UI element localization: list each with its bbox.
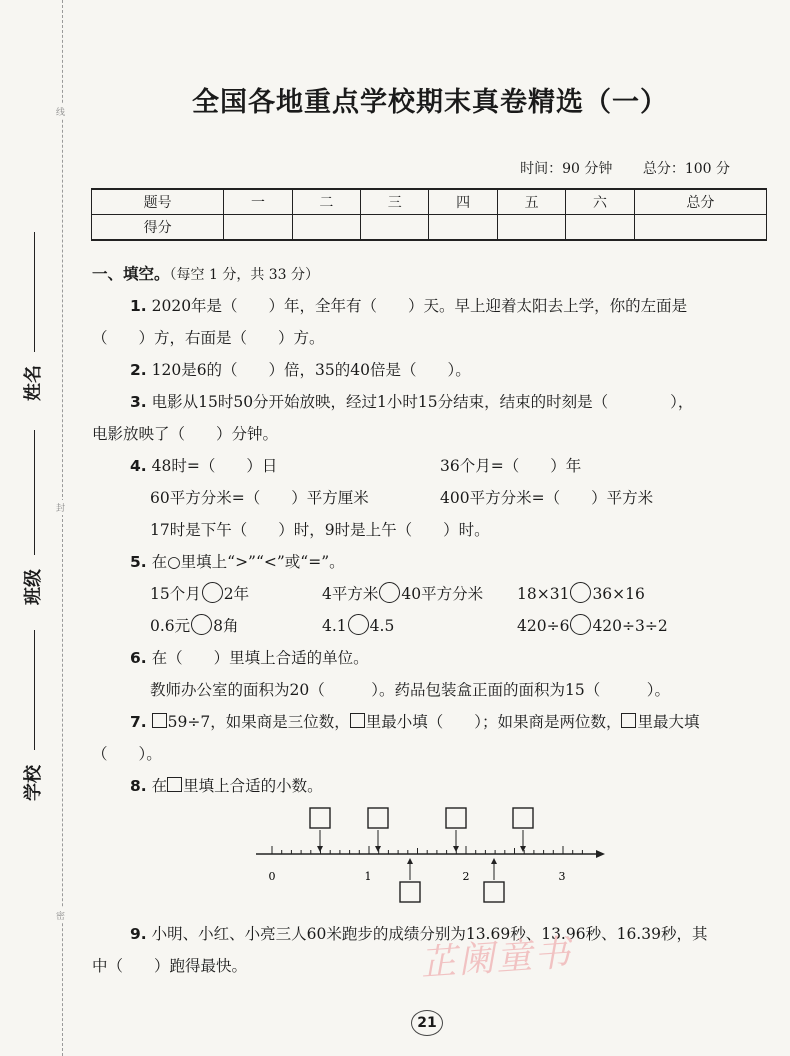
q1-text: 2020年是（ ）年，全年有（ ）天。早上迎着太阳去上学，你的左面是 <box>146 297 688 315</box>
watermark-stamp: 芷阑童书 <box>418 932 574 985</box>
answer-box[interactable] <box>152 713 167 728</box>
q6-sub: 教师办公室的面积为20（ ）。药品包装盒正面的面积为15（ ）。 <box>150 681 670 699</box>
tick-label-3: 3 <box>558 870 566 883</box>
q-number: 8. <box>130 777 147 795</box>
binding-margin <box>0 0 70 1056</box>
q2 <box>92 354 772 386</box>
q4-c: 60平方分米=（ ）平方厘米 <box>150 489 369 507</box>
q5-row2 <box>92 610 772 642</box>
section-title: 一、填空。 <box>92 265 170 283</box>
number-line-figure <box>250 802 610 906</box>
q-number: 7. <box>130 713 147 731</box>
exam-time: 时间：90 分钟 <box>520 161 613 177</box>
axis-arrowhead <box>596 850 605 858</box>
q6 <box>92 642 772 674</box>
compare-circle[interactable] <box>570 582 591 603</box>
compare-right: 40平方分米 <box>401 585 484 603</box>
compare-item <box>322 610 394 642</box>
q4-row2 <box>92 482 772 514</box>
compare-right: 36×16 <box>592 585 645 603</box>
compare-item <box>150 617 239 635</box>
answer-box[interactable] <box>621 713 636 728</box>
compare-left: 0.6元 <box>150 617 191 635</box>
score-row <box>92 215 767 241</box>
tick-label-2: 2 <box>462 870 470 883</box>
class-blank[interactable] <box>34 430 35 555</box>
score-cell[interactable] <box>224 215 292 241</box>
answer-box-lower-2[interactable] <box>484 882 504 902</box>
lower-arrowheads <box>407 858 497 864</box>
compare-circle[interactable] <box>379 582 400 603</box>
q-number: 1. <box>130 297 147 315</box>
answer-box-lower-1[interactable] <box>400 882 420 902</box>
question-area <box>92 258 772 802</box>
school-blank[interactable] <box>34 630 35 750</box>
compare-item <box>150 585 249 603</box>
header-cell: 五 <box>497 189 565 215</box>
compare-circle[interactable] <box>348 614 369 635</box>
score-cell[interactable] <box>292 215 360 241</box>
section-heading <box>92 258 772 290</box>
header-cell: 六 <box>566 189 634 215</box>
header-cell: 总分 <box>634 189 766 215</box>
compare-circle[interactable] <box>202 582 223 603</box>
compare-circle[interactable] <box>191 614 212 635</box>
q7-text-c: 里最大填 <box>637 713 700 731</box>
page-title: 全国各地重点学校期末真卷精选（一） <box>192 87 668 118</box>
q7-text-a: 59÷7，如果商是三位数， <box>167 713 350 731</box>
header-cell: 题号 <box>92 189 224 215</box>
school-label: 学校 <box>23 765 44 801</box>
q5-row1 <box>92 578 772 610</box>
q-number: 6. <box>130 649 147 667</box>
q3-text: 电影从15时50分开始放映，经过1小时15分结束，结束的时刻是（ ）， <box>146 393 694 411</box>
exam-meta <box>494 158 730 178</box>
q7-cont: （ ）。 <box>92 745 162 763</box>
upper-answer-boxes <box>310 808 533 828</box>
tick-label-0: 0 <box>268 870 276 883</box>
page-number: 21 <box>411 1010 443 1036</box>
compare-left: 420÷6 <box>517 617 570 635</box>
compare-item <box>322 578 483 610</box>
cut-mark-line: 线 <box>56 104 65 119</box>
answer-box-upper-4[interactable] <box>513 808 533 828</box>
q4-a: 48时=（ ）日 <box>146 457 278 475</box>
class-label: 班级 <box>23 569 44 605</box>
compare-left: 15个月 <box>150 585 201 603</box>
q-number: 2. <box>130 361 147 379</box>
q-number: 9. <box>130 925 147 943</box>
q3-cont: 电影放映了（ ）分钟。 <box>92 425 279 443</box>
compare-left: 4平方米 <box>322 585 379 603</box>
q9-text: 小明、小红、小亮三人60米跑步的成绩分别为13.69秒、13.96秒、16.39秒，其 <box>146 925 708 943</box>
q4-d: 400平方分米=（ ）平方米 <box>440 489 654 507</box>
score-table <box>91 188 767 241</box>
section-note: （每空 1 分，共 33 分） <box>169 267 320 283</box>
header-cell: 四 <box>429 189 497 215</box>
q5 <box>92 546 772 578</box>
answer-box-upper-2[interactable] <box>368 808 388 828</box>
compare-circle[interactable] <box>570 614 591 635</box>
header-cell: 三 <box>361 189 429 215</box>
q1 <box>92 290 772 322</box>
score-header-row <box>92 189 767 215</box>
q9-cont: 中（ ）跑得最快。 <box>92 957 248 975</box>
answer-box[interactable] <box>350 713 365 728</box>
cut-mark-secret: 密 <box>56 908 65 923</box>
header-cell: 一 <box>224 189 292 215</box>
arrowhead-down-2 <box>375 846 381 852</box>
score-cell[interactable] <box>361 215 429 241</box>
lower-arrows <box>410 860 494 880</box>
cut-line <box>62 0 63 1056</box>
q7-text-b: 里最小填（ ）；如果商是两位数， <box>365 713 622 731</box>
q8-text-b: 里填上合适的小数。 <box>183 777 323 795</box>
q3 <box>92 386 772 418</box>
q2-text: 120是6的（ ）倍，35的40倍是（ ）。 <box>146 361 471 379</box>
compare-right: 2年 <box>223 585 250 603</box>
header-cell: 二 <box>292 189 360 215</box>
score-cell[interactable] <box>566 215 634 241</box>
name-label: 姓名 <box>23 365 44 401</box>
compare-item <box>517 610 668 642</box>
score-row-label: 得分 <box>92 215 224 241</box>
arrowhead-up-1 <box>407 858 413 864</box>
compare-right: 420÷3÷2 <box>592 617 668 635</box>
name-blank[interactable] <box>34 232 35 352</box>
compare-right: 8角 <box>213 617 239 635</box>
q-number: 4. <box>130 457 147 475</box>
q-number: 5. <box>130 553 147 571</box>
q5-text: 在○里填上“>”“<”或“=”。 <box>146 553 345 571</box>
arrowhead-down-4 <box>520 846 526 852</box>
q7 <box>92 706 772 738</box>
compare-left: 4.1 <box>322 617 347 635</box>
cut-mark-seal: 封 <box>56 500 65 515</box>
q4-e: 17时是下午（ ）时，9时是上午（ ）时。 <box>150 521 490 539</box>
answer-box-upper-3[interactable] <box>446 808 466 828</box>
q4 <box>92 450 772 482</box>
score-cell[interactable] <box>497 215 565 241</box>
q1-cont: （ ）方，右面是（ ）方。 <box>92 329 325 347</box>
score-cell[interactable] <box>634 215 766 241</box>
exam-total: 总分：100 分 <box>642 161 730 177</box>
tick-label-1: 1 <box>364 870 372 883</box>
q4-row3 <box>92 514 772 546</box>
compare-left: 18×31 <box>517 585 570 603</box>
q-number: 3. <box>130 393 147 411</box>
compare-right: 4.5 <box>369 617 395 635</box>
score-cell[interactable] <box>429 215 497 241</box>
compare-item <box>517 578 645 610</box>
q6-text: 在（ ）里填上合适的单位。 <box>146 649 369 667</box>
answer-box-icon <box>167 777 182 792</box>
q8 <box>92 770 772 802</box>
arrowhead-up-2 <box>491 858 497 864</box>
q8-text-a: 在 <box>146 777 168 795</box>
q4-b: 36个月=（ ）年 <box>440 457 582 475</box>
answer-box-upper-1[interactable] <box>310 808 330 828</box>
upper-arrows <box>320 830 523 850</box>
